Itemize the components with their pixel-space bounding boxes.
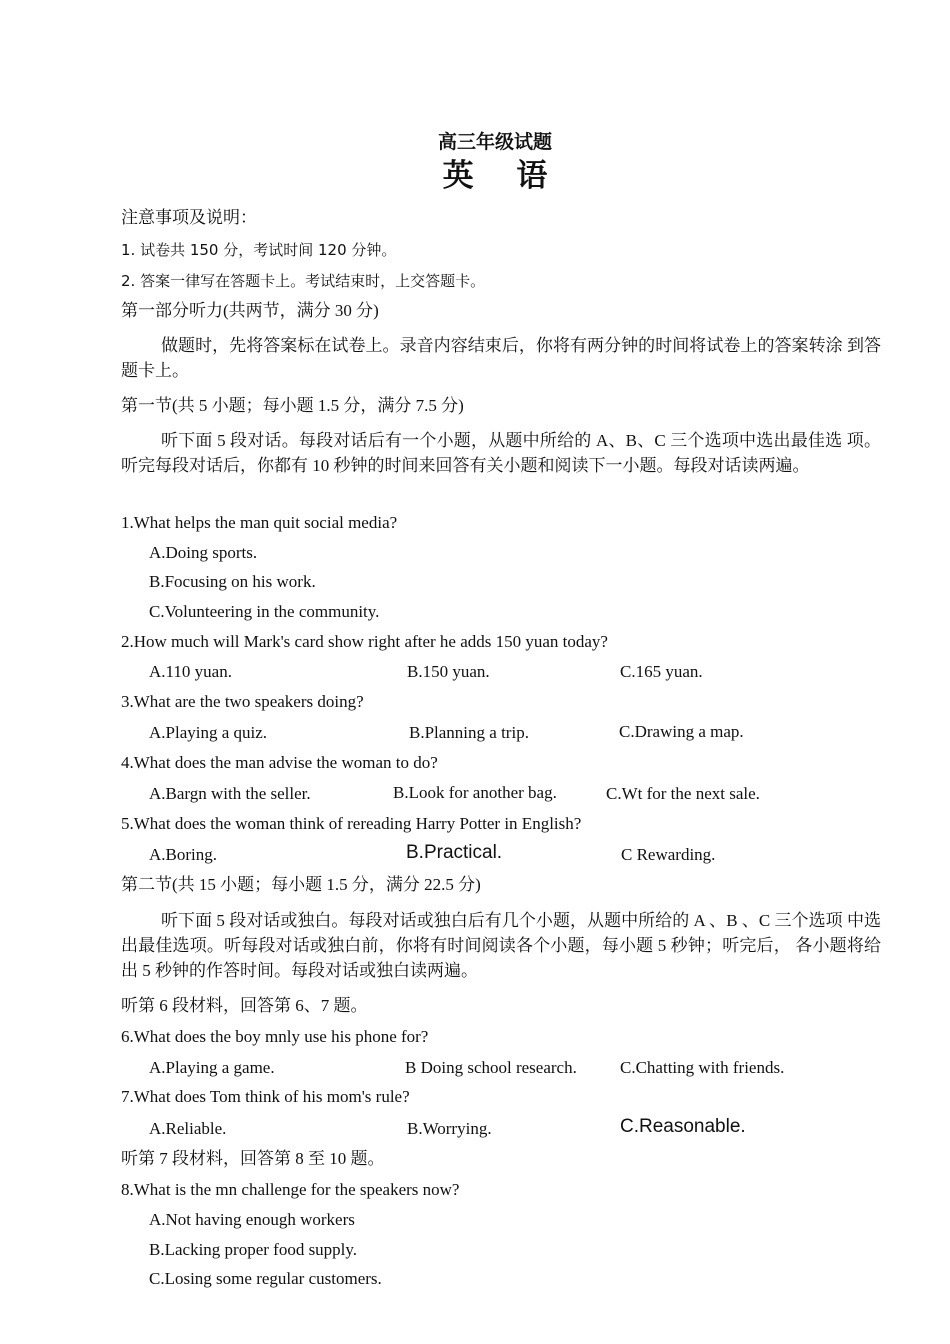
q6-option-a: A.Playing a game. bbox=[149, 1058, 275, 1077]
q1-option-b: B.Focusing on his work. bbox=[149, 572, 316, 591]
material-6-note: 听第 6 段材料，回答第 6、7 题。 bbox=[121, 996, 368, 1015]
part1-heading: 第一部分听力(共两节，满分 30 分) bbox=[121, 301, 379, 320]
q2-stem: 2.How much will Mark's card show right after he adds 150 yuan today? bbox=[121, 632, 608, 651]
q5-stem: 5.What does the woman think of rereading Harry Potter in English? bbox=[121, 814, 582, 833]
q2-option-c: C.165 yuan. bbox=[620, 662, 703, 681]
q8-option-a: A.Not having enough workers bbox=[149, 1210, 355, 1229]
q8-option-b: B.Lacking proper food supply. bbox=[149, 1240, 358, 1259]
q7-stem: 7.What does Tom think of his mom's rule? bbox=[121, 1087, 410, 1106]
q5-option-a: A.Boring. bbox=[149, 845, 217, 864]
q8-option-c: C.Losing some regular customers. bbox=[149, 1269, 382, 1288]
part1-instruction: 做题时，先将答案标在试卷上。录音内容结束后，你将有两分钟的时间将试卷上的答案转涂 到答题卡上。 bbox=[121, 336, 881, 380]
notes-item-2: 2. 答案一律写在答题卡上。考试结束时，上交答题卡。 bbox=[121, 272, 486, 290]
q6-stem: 6.What does the boy mnly use his phone for? bbox=[121, 1027, 429, 1046]
q3-option-c: C.Drawing a map. bbox=[619, 722, 744, 741]
q4-option-c: C.Wt for the next sale. bbox=[606, 784, 760, 803]
q1-option-a: A.Doing sports. bbox=[149, 543, 258, 562]
q4-option-a: A.Bargn with the seller. bbox=[149, 784, 311, 803]
material-7-note: 听第 7 段材料，回答第 8 至 10 题。 bbox=[121, 1149, 385, 1168]
q6-option-b: B Doing school research. bbox=[405, 1058, 577, 1077]
q8-stem: 8.What is the mn challenge for the speakers now? bbox=[121, 1180, 460, 1199]
q7-option-b: B.Worrying. bbox=[407, 1119, 492, 1138]
notes-heading: 注意事项及说明： bbox=[121, 208, 257, 227]
q3-option-a: A.Playing a quiz. bbox=[149, 723, 268, 742]
subject-title: 英 语 bbox=[442, 158, 564, 194]
q3-option-b: B.Planning a trip. bbox=[409, 723, 529, 742]
q6-option-c: C.Chatting with friends. bbox=[620, 1058, 785, 1077]
q7-option-c: C.Reasonable. bbox=[620, 1116, 746, 1137]
section1-heading: 第一节(共 5 小题；每小题 1.5 分，满分 7.5 分) bbox=[121, 396, 464, 415]
q2-option-a: A.110 yuan. bbox=[149, 662, 232, 681]
q4-stem: 4.What does the man advise the woman to do? bbox=[121, 753, 438, 772]
q7-option-a: A.Reliable. bbox=[149, 1119, 227, 1138]
q1-stem: 1.What helps the man quit social media? bbox=[121, 513, 398, 532]
q2-option-b: B.150 yuan. bbox=[407, 662, 490, 681]
q5-option-b: B.Practical. bbox=[406, 842, 503, 863]
q4-option-b: B.Look for another bag. bbox=[393, 783, 557, 802]
q5-option-c: C Rewarding. bbox=[621, 845, 716, 864]
q1-option-c: C.Volunteering in the community. bbox=[149, 602, 380, 621]
section2-instruction: 听下面 5 段对话或独白。每段对话或独白后有几个小题，从题中所给的 A 、B 、C 三个选项 中选出最佳选项。听每段对话或独白前，你将有时间阅读各个小题，每小题 5 秒钟；听完后， 各小题将给出 5 秒钟的作答时间。每段对话或独白读两遍。 bbox=[121, 911, 881, 980]
exam-title: 高三年级试题 bbox=[437, 131, 552, 153]
q3-stem: 3.What are the two speakers doing? bbox=[121, 692, 364, 711]
notes-item-1: 1. 试卷共 150 分，考试时间 120 分钟。 bbox=[121, 241, 397, 259]
section1-instruction: 听下面 5 段对话。每段对话后有一个小题，从题中所给的 A、B、C 三个选项中选出最佳选 项。听完每段对话后，你都有 10 秒钟的时间来回答有关小题和阅读下一小题。每段对话读两遍。 bbox=[121, 431, 881, 475]
section2-heading: 第二节(共 15 小题；每小题 1.5 分，满分 22.5 分) bbox=[121, 875, 481, 894]
